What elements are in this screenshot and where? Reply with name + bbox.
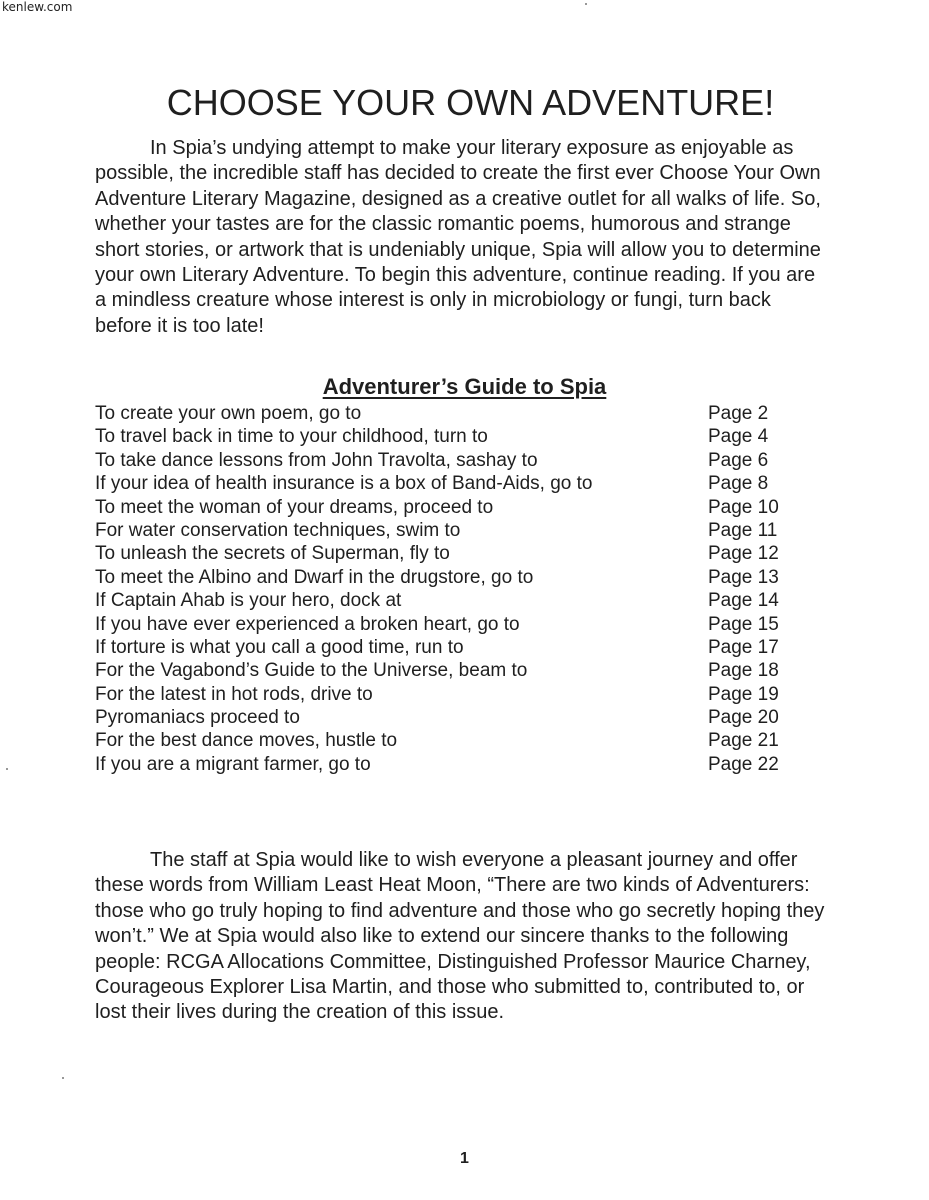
- toc-entry-page: Page 8: [708, 473, 769, 495]
- toc-entry-label: To take dance lessons from John Travolta, sashay to: [95, 449, 538, 471]
- toc-entry-label: If torture is what you call a good time, run to: [95, 636, 464, 658]
- toc-entry-label: To travel back in time to your childhood, turn to: [95, 426, 488, 448]
- toc-entry-label: For the latest in hot rods, drive to: [95, 683, 373, 705]
- toc-entry-page: Page 17: [708, 636, 779, 658]
- toc-entry: [95, 636, 795, 659]
- toc-entry-page: Page 13: [708, 566, 779, 588]
- toc-entry-label: If you are a migrant farmer, go to: [95, 753, 371, 775]
- toc-entry-label: For the best dance moves, hustle to: [95, 730, 398, 752]
- toc-entry-label: For the Vagabond’s Guide to the Universe, beam to: [95, 660, 528, 682]
- toc-entry: [95, 496, 795, 519]
- toc-entry-page: Page 19: [708, 683, 779, 705]
- toc-entry-page: Page 14: [708, 590, 779, 612]
- closing-paragraph: [95, 848, 825, 1026]
- closing-text: The staff at Spia would like to wish everyone a pleasant journey and offer these words from William Least Heat Moon, “There are two kinds of Adventurers: those who go truly hoping to find adventure and those who go secretly hoping they won’t.” We at Spia would also like to extend our sincere thanks to the following people: RCGA Allocations Committee, Distinguished Professor Maurice Charney, Courageous Explorer Lisa Martin, and those who submitted to, contributed to, or lost their lives during the creation of this issue.: [95, 849, 825, 1024]
- guide-heading: [0, 374, 929, 400]
- toc-entry: [95, 472, 795, 495]
- toc-entry: [95, 589, 795, 612]
- scan-speck: [6, 768, 8, 770]
- toc-entry: [95, 425, 795, 448]
- scan-speck: [585, 3, 587, 5]
- toc-entry: [95, 659, 795, 682]
- toc-entry-page: Page 12: [708, 543, 779, 565]
- intro-paragraph: [95, 136, 825, 339]
- toc-entry: [95, 729, 795, 752]
- toc-entry-label: If your idea of health insurance is a box of Band-Aids, go to: [95, 473, 593, 495]
- page-number: 1: [460, 1150, 469, 1167]
- toc-entry-page: Page 2: [708, 403, 769, 424]
- toc-entry-page: Page 22: [708, 753, 779, 775]
- toc-entry: [95, 519, 795, 542]
- toc-entry: [95, 449, 795, 472]
- page-title: CHOOSE YOUR OWN ADVENTURE!: [166, 82, 775, 123]
- toc-entry-page: Page 21: [708, 730, 779, 752]
- toc-entry-page: Page 10: [708, 496, 779, 518]
- toc-entry-page: Page 11: [708, 519, 778, 541]
- toc-entry: [95, 613, 795, 636]
- toc-entry-page: Page 6: [708, 449, 769, 471]
- toc-entry: [95, 753, 795, 776]
- toc-entry-label: To unleash the secrets of Superman, fly to: [95, 543, 450, 565]
- toc-entry-page: Page 18: [708, 660, 779, 682]
- toc-entry-label: If Captain Ahab is your hero, dock at: [95, 590, 402, 612]
- toc-entry: [95, 706, 795, 729]
- toc-entry-label: If you have ever experienced a broken heart, go to: [95, 613, 520, 635]
- toc-entry-label: For water conservation techniques, swim to: [95, 519, 461, 541]
- scan-speck: [62, 1077, 64, 1079]
- toc-entry-label: To meet the Albino and Dwarf in the drugstore, go to: [95, 566, 534, 588]
- toc-entry: [95, 542, 795, 565]
- toc-entry-label: To meet the woman of your dreams, proceed to: [95, 496, 494, 518]
- toc-entry-label: Pyromaniacs proceed to: [95, 707, 300, 729]
- table-of-contents: [95, 402, 795, 776]
- toc-entry: [95, 402, 795, 425]
- guide-heading-text: Adventurer’s Guide to Spia: [322, 374, 607, 399]
- site-watermark: kenlew.com: [2, 0, 73, 14]
- toc-entry-page: Page 15: [708, 613, 779, 635]
- toc-entry-label: To create your own poem, go to: [95, 403, 362, 424]
- toc-entry-page: Page 4: [708, 426, 769, 448]
- intro-text: In Spia’s undying attempt to make your literary exposure as enjoyable as possible, the incredible staff has decided to create the first ever Choose Your Own Adventure Literary Magazine, designed as a creative outlet for all walks of life. So, whether your tastes are for the classic romantic poems, humorous and strange short stories, or artwork that is undeniably unique, Spia will allow you to determine your own Literary Adventure. To begin this adventure, continue reading. If you are a mindless creature whose interest is only in microbiology or fungi, turn back before it is too late!: [95, 137, 821, 337]
- toc-entry: [95, 566, 795, 589]
- toc-entry-page: Page 20: [708, 707, 779, 729]
- toc-entry: [95, 683, 795, 706]
